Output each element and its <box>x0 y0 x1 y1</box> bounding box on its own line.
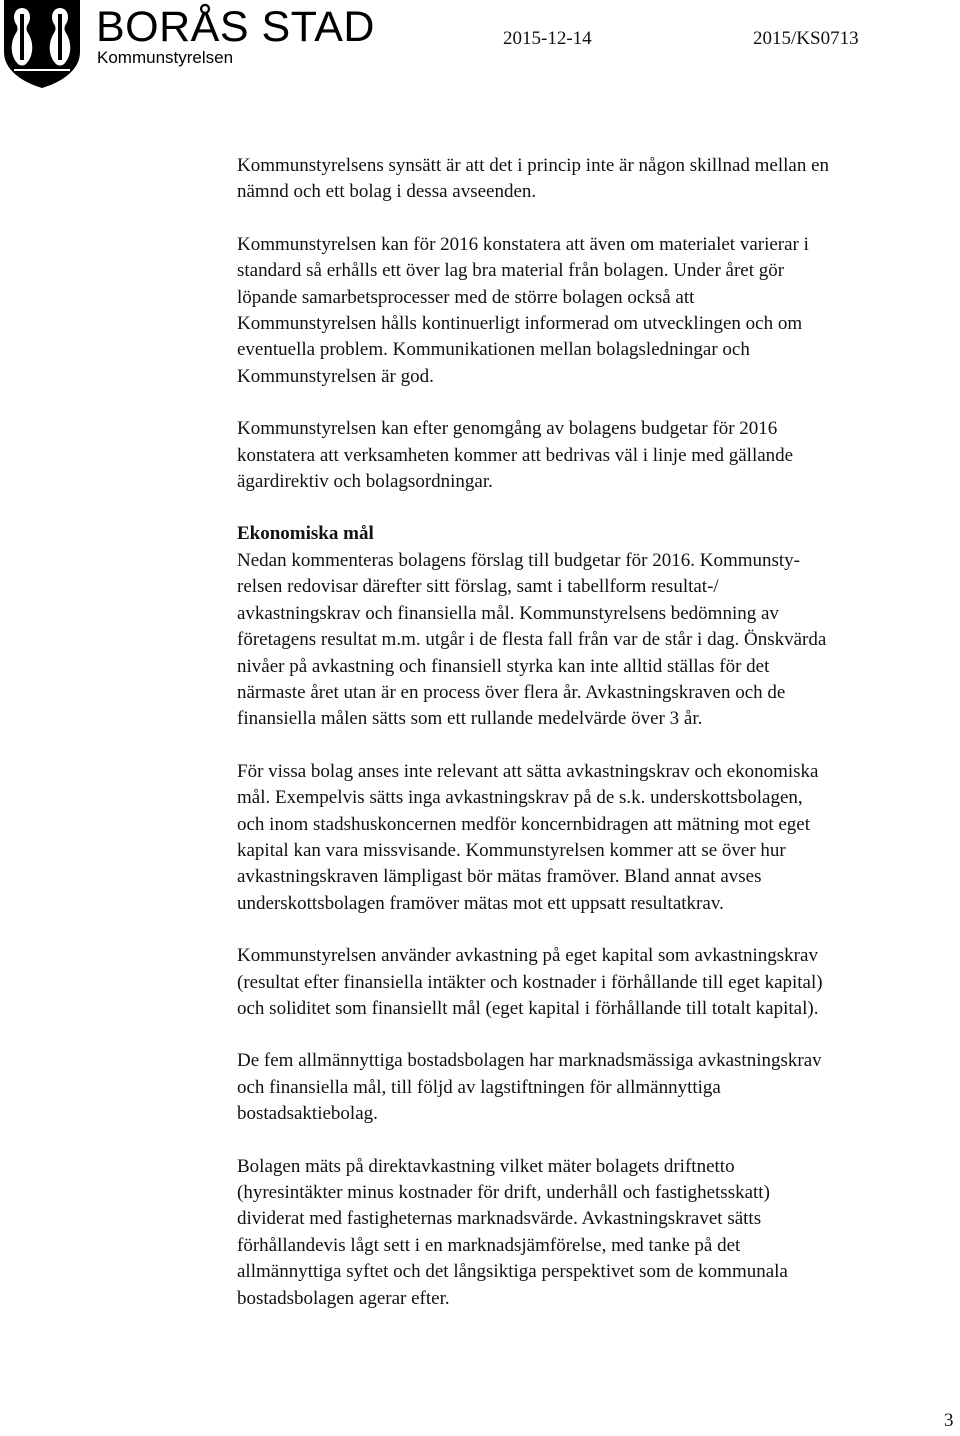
logo-subtitle: Kommunstyrelsen <box>97 48 234 67</box>
text-line: Kommunstyrelsen kan efter genomgång av bolagens budgetar för 2016 <box>237 418 778 440</box>
text-line: bostadsaktiebolag. <box>237 1103 378 1125</box>
page-header <box>0 0 960 90</box>
text-line: löpande samarbetsprocesser med de större bolagen också att <box>237 286 695 308</box>
text-line: konstatera att verksamheten kommer att bedrivas väl i linje med gällande <box>237 444 794 466</box>
text-line: Kommunstyrelsens synsätt är att det i princip inte är någon skillnad mellan en <box>237 155 830 176</box>
text-line: företagens resultat m.m. utgår i de flesta fall från var de står i dag. Önskvärda <box>237 629 827 651</box>
paragraph-8 <box>237 1154 953 1312</box>
document-date: 2015-12-14 <box>503 28 592 49</box>
text-line: (hyresintäkter minus kostnader för drift, underhåll och fastighetsskatt) <box>237 1182 770 1203</box>
text-line: (resultat efter finansiella intäkter och kostnader i förhållande till eget kapital) <box>237 971 823 993</box>
text-line: och finansiella mål, till följd av lagstiftningen för allmännyttiga <box>237 1076 721 1098</box>
text-line: Kommunstyrelsen hålls kontinuerligt informerad om utvecklingen och om <box>237 313 803 335</box>
text-line: standard så erhålls ett över lag bra material från bolagen. Under året gör <box>237 260 785 282</box>
paragraph-4 <box>237 521 953 732</box>
logo-wordmark: BORÅS STAD <box>96 3 375 51</box>
text-line: ägardirektiv och bolagsordningar. <box>237 471 493 493</box>
text-line: De fem allmännyttiga bostadsbolagen har marknadsmässiga avkastningskrav <box>237 1050 822 1072</box>
text-line: avkastningskraven lämpligast bör mätas framöver. Bland annat avses <box>237 866 762 888</box>
text-line: Kommunstyrelsen kan för 2016 konstatera att även om materialet varierar i <box>237 233 809 255</box>
text-line: och inom stadshuskoncernen medför koncernbidragen att mätning mot eget <box>237 813 811 835</box>
text-line: Kommunstyrelsen använder avkastning på eget kapital som avkastningskrav <box>237 945 818 967</box>
text-line: förhållandevis lågt sett i en marknadsjämförelse, med tanke på det <box>237 1234 741 1256</box>
text-line: och soliditet som finansiellt mål (eget kapital i förhållande till totalt kapital). <box>237 997 819 1019</box>
paragraph-2 <box>237 232 953 390</box>
section-heading: Ekonomiska mål <box>237 523 374 545</box>
text-line: närmaste året utan är en process över flera år. Avkastningskraven och de <box>237 681 786 703</box>
paragraph-5 <box>237 759 953 917</box>
document-body <box>237 153 953 1338</box>
text-line: Kommunstyrelsen är god. <box>237 365 434 387</box>
text-line: kapital kan vara missvisande. Kommunstyrelsen kommer att se över hur <box>237 839 786 861</box>
page-number: 3 <box>944 1410 954 1431</box>
paragraph-7 <box>237 1048 953 1127</box>
paragraph-6 <box>237 943 953 1022</box>
text-line: För vissa bolag anses inte relevant att sätta avkastningskrav och ekonomiska <box>237 760 819 782</box>
paragraph-3 <box>237 416 953 495</box>
text-line: nämnd och ett bolag i dessa avseenden. <box>237 181 537 203</box>
text-line: relsen redovisar därefter sitt förslag, samt i tabellform resultat-/ <box>237 576 719 598</box>
text-line: bostadsbolagen agerar efter. <box>237 1287 450 1309</box>
text-line: underskottsbolagen framöver mätas mot ett uppsatt resultatkrav. <box>237 892 724 914</box>
text-line: avkastningskrav och finansiella mål. Kommunstyrelsens bedömning av <box>237 602 779 624</box>
text-line: allmännyttiga syftet och det långsiktiga perspektivet som de kommunala <box>237 1261 788 1283</box>
paragraph-1 <box>237 153 953 206</box>
text-line: nivåer på avkastning och finansiell styrka kan inte alltid ställas för det <box>237 655 770 677</box>
city-emblem-icon <box>0 0 84 88</box>
text-line: mål. Exempelvis sätts inga avkastningskrav på de s.k. underskottsbolagen, <box>237 787 803 809</box>
text-line: Nedan kommenteras bolagens förslag till budgetar för 2016. Kommunsty- <box>237 549 801 571</box>
text-line: finansiella målen sätts som ett rullande medelvärde över 3 år. <box>237 708 703 730</box>
text-line: dividerat med fastigheternas marknadsvärde. Avkastningskravet sätts <box>237 1208 762 1230</box>
document-reference: 2015/KS0713 <box>753 28 859 49</box>
text-line: Bolagen mäts på direktavkastning vilket mäter bolagets driftnetto <box>237 1155 735 1177</box>
text-line: eventuella problem. Kommunikationen mellan bolagsledningar och <box>237 339 750 361</box>
